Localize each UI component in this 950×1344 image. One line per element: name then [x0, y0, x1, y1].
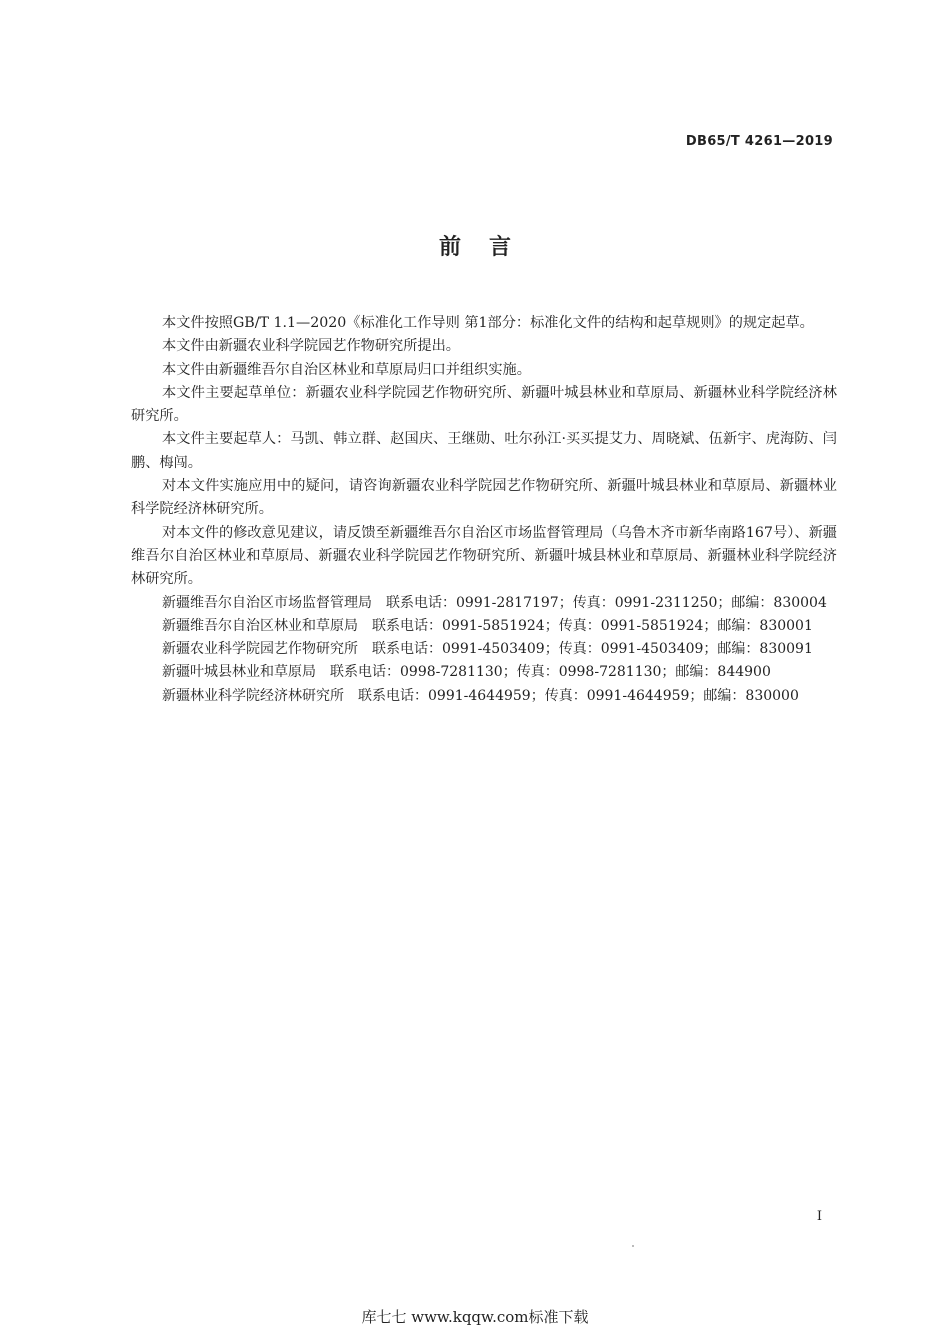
page-number: I [816, 1209, 822, 1224]
paragraph-proposer: 本文件由新疆农业科学院园艺作物研究所提出。 [162, 338, 460, 355]
paragraph-inquiries: 对本文件实施应用中的疑问，请咨询新疆农业科学院园艺作物研究所、新疆叶城县林业和草原局、新疆林业科学院经济林研究所。 [131, 478, 837, 518]
foreword-body [131, 312, 837, 708]
contact-line: 新疆林业科学院经济林研究所 联系电话：0991-4644959；传真：0991-4644959；邮编：830000 [162, 687, 799, 704]
paragraph-drafting-units: 本文件主要起草单位：新疆农业科学院园艺作物研究所、新疆叶城县林业和草原局、新疆林业科学院经济林研究所。 [131, 384, 837, 425]
contact-line: 新疆维吾尔自治区林业和草原局 联系电话：0991-5851924；传真：0991-5851924；邮编：830001 [162, 617, 813, 634]
paragraph-drafters: 本文件主要起草人：马凯、韩立群、赵国庆、王继勋、吐尔孙江·买买提艾力、周晓斌、伍新宇、虎海防、闫鹏、梅闯。 [131, 431, 837, 471]
paragraph-administrator: 本文件由新疆维吾尔自治区林业和草原局归口并组织实施。 [162, 361, 531, 378]
document-code: DB65/T 4261—2019 [685, 134, 833, 149]
footer-watermark: 库七七 www.kqqw.com标准下载 [361, 1308, 589, 1326]
paragraph-feedback: 对本文件的修改意见建议，请反馈至新疆维吾尔自治区市场监督管理局（乌鲁木齐市新华南路167号）、新疆维吾尔自治区林业和草原局、新疆农业科学院园艺作物研究所、新疆叶城县林业和草原局、新疆林业科学院经济林研究所。 [131, 524, 837, 588]
contact-line: 新疆维吾尔自治区市场监督管理局 联系电话：0991-2817197；传真：0991-2311250；邮编：830004 [162, 594, 827, 611]
page-title: 前言 [438, 235, 539, 260]
scan-speck [632, 1245, 634, 1247]
contact-line: 新疆叶城县林业和草原局 联系电话：0998-7281130；传真：0998-7281130；邮编：844900 [162, 664, 771, 681]
paragraph-standard-basis: 本文件按照GB/T 1.1—2020《标准化工作导则 第1部分：标准化文件的结构和起草规则》的规定起草。 [162, 315, 814, 331]
contact-line: 新疆农业科学院园艺作物研究所 联系电话：0991-4503409；传真：0991-4503409；邮编：830091 [162, 641, 813, 658]
